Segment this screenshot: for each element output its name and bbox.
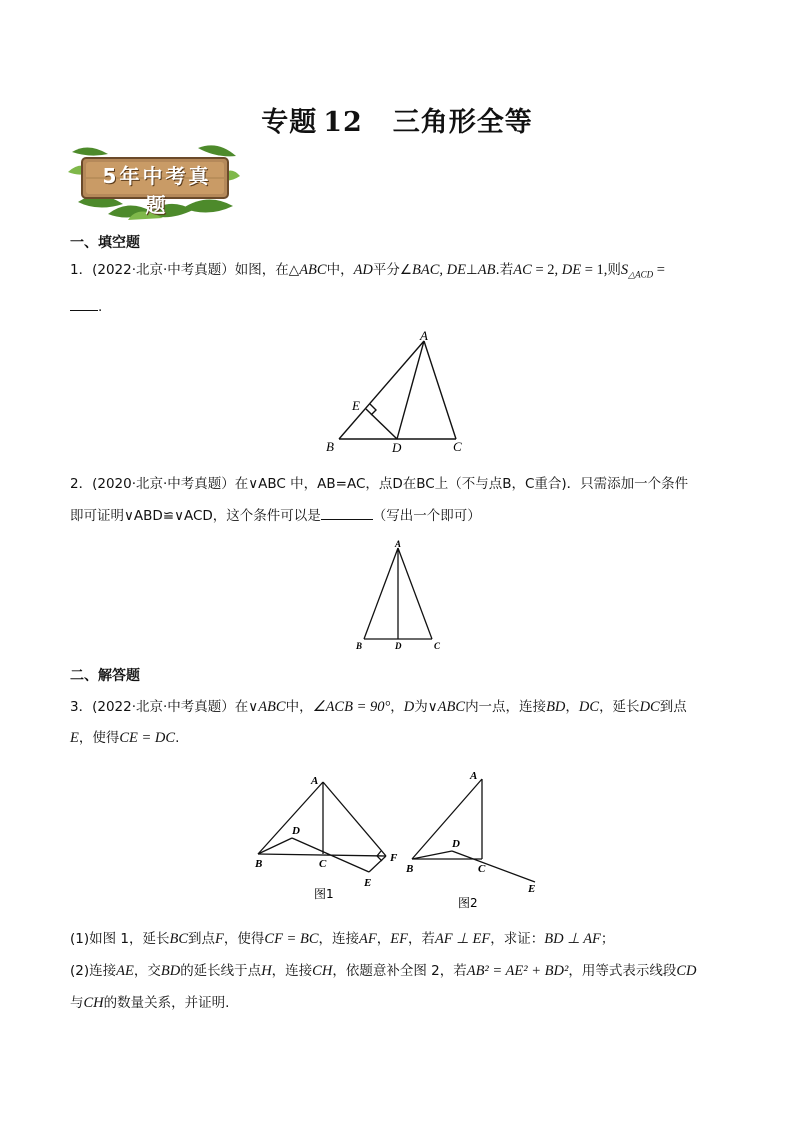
fig1-label-d: D (392, 440, 402, 455)
q3-math: AB² = AE² + BD² (466, 963, 569, 979)
q3-text: 中， (285, 699, 313, 715)
q1-math: = 1, (581, 262, 608, 278)
q1-math: AD (353, 262, 373, 278)
fig1-label-c: C (453, 439, 462, 454)
question-3-line-2 (70, 728, 179, 748)
page-title (0, 100, 794, 139)
fig3-segment-ab (258, 782, 323, 854)
question-2-line-2 (70, 505, 481, 526)
fig3-segment-af (323, 782, 386, 856)
q1-text: 则 (607, 262, 621, 278)
answer-blank[interactable] (70, 296, 98, 311)
q3-math: F (215, 931, 224, 947)
q3-math: ABC (258, 699, 286, 715)
q3-math: AE (116, 963, 134, 979)
q3-text: ，若 (407, 931, 435, 947)
q1-end: . (98, 299, 103, 315)
title-prefix: 专题 (261, 107, 318, 138)
q3-math: AF ⊥ EF (434, 931, 491, 947)
fig4-label-b: B (406, 863, 414, 875)
q3-math: E (70, 730, 79, 746)
fig3-label-b: B (255, 858, 263, 870)
q3-math: BD ⊥ AF (544, 931, 601, 947)
section-solve: 二、解答题 (70, 668, 140, 684)
title-number: 12 (323, 107, 363, 138)
q3-text: . (175, 730, 180, 746)
fig2-label-b: B (356, 641, 363, 651)
fig4-label-d: D (452, 838, 460, 850)
fig3-label-e: E (364, 877, 372, 889)
fig2-label-c: C (434, 641, 441, 651)
q1-text: ⊥ (466, 262, 478, 278)
fig3-segment-bd (258, 838, 292, 854)
q3-math: CH (312, 963, 333, 979)
q2-text: 即可证明∨ABD≌∨ACD，这个条件可以是 (70, 508, 321, 524)
figure-2 (348, 536, 448, 654)
q3-text: ，依题意补全图 2，若 (332, 963, 467, 979)
q3-math: AF (359, 931, 377, 947)
q3-text: (2)连接 (70, 963, 117, 979)
banner-text: 5年中考真题 (102, 164, 212, 217)
fig2-side-ab (364, 548, 398, 639)
q1-math: = 2, (531, 262, 562, 278)
q3-text: 的延长线于点 (180, 963, 262, 979)
fig2-side-ac (398, 548, 432, 639)
q3-text: 内一点，连接 (465, 699, 547, 715)
fig4-segment-ab (412, 779, 482, 859)
q3-text: 到点 (659, 699, 687, 715)
q3-text: 与 (70, 995, 84, 1011)
q3-math: BD (546, 699, 566, 715)
q3-math: H (261, 963, 272, 979)
question-2-line-1: 2．(2020·北京·中考真题）在∨ABC 中，AB=AC，点D在BC上（不与点B，C重合)．只需添加一个条件 (70, 476, 689, 492)
q3-text: ； (600, 931, 615, 947)
q1-math: AB (477, 262, 496, 278)
question-3-part-2 (70, 961, 696, 981)
q3-text: (1)如图 1，延长 (70, 931, 170, 947)
q3-text: ，连接 (271, 963, 313, 979)
fig3-caption: 图1 (314, 887, 334, 901)
q1-answer-line (70, 296, 102, 317)
q3-text: 的数量关系，并证明. (103, 995, 230, 1011)
q3-math: BC (169, 931, 189, 947)
title-topic: 三角形全等 (392, 107, 533, 138)
q3-text: ， (390, 699, 404, 715)
q3-math: EF (390, 931, 408, 947)
q3-math: D (403, 699, 415, 715)
q3-text: ，求证： (490, 931, 545, 947)
q3-text: ，交 (133, 963, 161, 979)
q3-text: ，使得 (78, 730, 120, 746)
q1-text: 平分∠ (372, 262, 413, 278)
q3-math: CH (83, 995, 104, 1011)
q3-math: DC (578, 699, 600, 715)
q1-label: 1．(2022·北京·中考真题）如图，在△ (70, 262, 300, 278)
fig3-segment-ef (369, 856, 386, 872)
figure-4 (400, 765, 550, 913)
fig3-label-a: A (311, 775, 319, 787)
fig2-label-a: A (395, 539, 402, 549)
q1-subscript: △ACD (628, 269, 654, 280)
fig1-label-e: E (352, 398, 360, 413)
fig3-segment-bf (258, 854, 386, 856)
q3-text: 为∨ (414, 699, 438, 715)
q1-math: BAC, DE (412, 262, 466, 278)
q3-text: ， (565, 699, 579, 715)
q3-text: 3．(2022·北京·中考真题）在∨ (70, 699, 259, 715)
q3-math: ABC (437, 699, 466, 715)
q3-math: BD (160, 963, 181, 979)
q1-math: = (653, 262, 665, 278)
fig2-label-d: D (395, 641, 402, 651)
fig1-label-b: B (326, 439, 334, 454)
question-1 (70, 260, 665, 285)
q1-text: .若 (495, 262, 514, 278)
fig3-label-f: F (390, 852, 398, 864)
question-3-line-1 (70, 697, 687, 717)
q3-text: ，延长 (599, 699, 640, 715)
q3-math: CD (676, 963, 697, 979)
fig3-label-c: C (319, 858, 327, 870)
question-3-part-2-cont (70, 993, 229, 1013)
q3-text: ，连接 (318, 931, 359, 947)
figure-1 (320, 326, 480, 456)
figure-3 (248, 770, 408, 905)
q3-text: ，使得 (223, 931, 265, 947)
q1-math: S (620, 262, 629, 278)
fig3-label-d: D (292, 825, 300, 837)
fig4-label-c: C (478, 863, 486, 875)
fig4-label-a: A (470, 770, 478, 782)
answer-blank[interactable] (321, 505, 373, 520)
q1-math: AC (513, 262, 532, 278)
fig1-segment-de (366, 409, 397, 439)
q3-text: ，用等式表示线段 (568, 963, 677, 979)
question-3-part-1 (70, 929, 614, 949)
fig4-label-e: E (528, 883, 536, 895)
q3-text: 到点 (188, 931, 216, 947)
q3-math: DC (639, 699, 660, 715)
fig1-label-a: A (420, 328, 428, 343)
fig4-segment-de (452, 851, 535, 882)
q3-math: CF = BC (264, 931, 319, 947)
fig4-caption: 图2 (458, 896, 478, 910)
q1-math: DE (561, 262, 582, 278)
q3-math: ∠ACB = 90° (312, 699, 391, 715)
q1-math: ABC (299, 262, 327, 278)
fig1-side-ac (424, 341, 456, 439)
q2-text: （写出一个即可） (372, 508, 481, 524)
q3-text: ， (376, 931, 391, 947)
q3-math: CE = DC (119, 730, 176, 746)
banner (68, 142, 240, 222)
q1-text: 中， (326, 262, 354, 278)
section-fill-blank: 一、填空题 (70, 235, 140, 251)
